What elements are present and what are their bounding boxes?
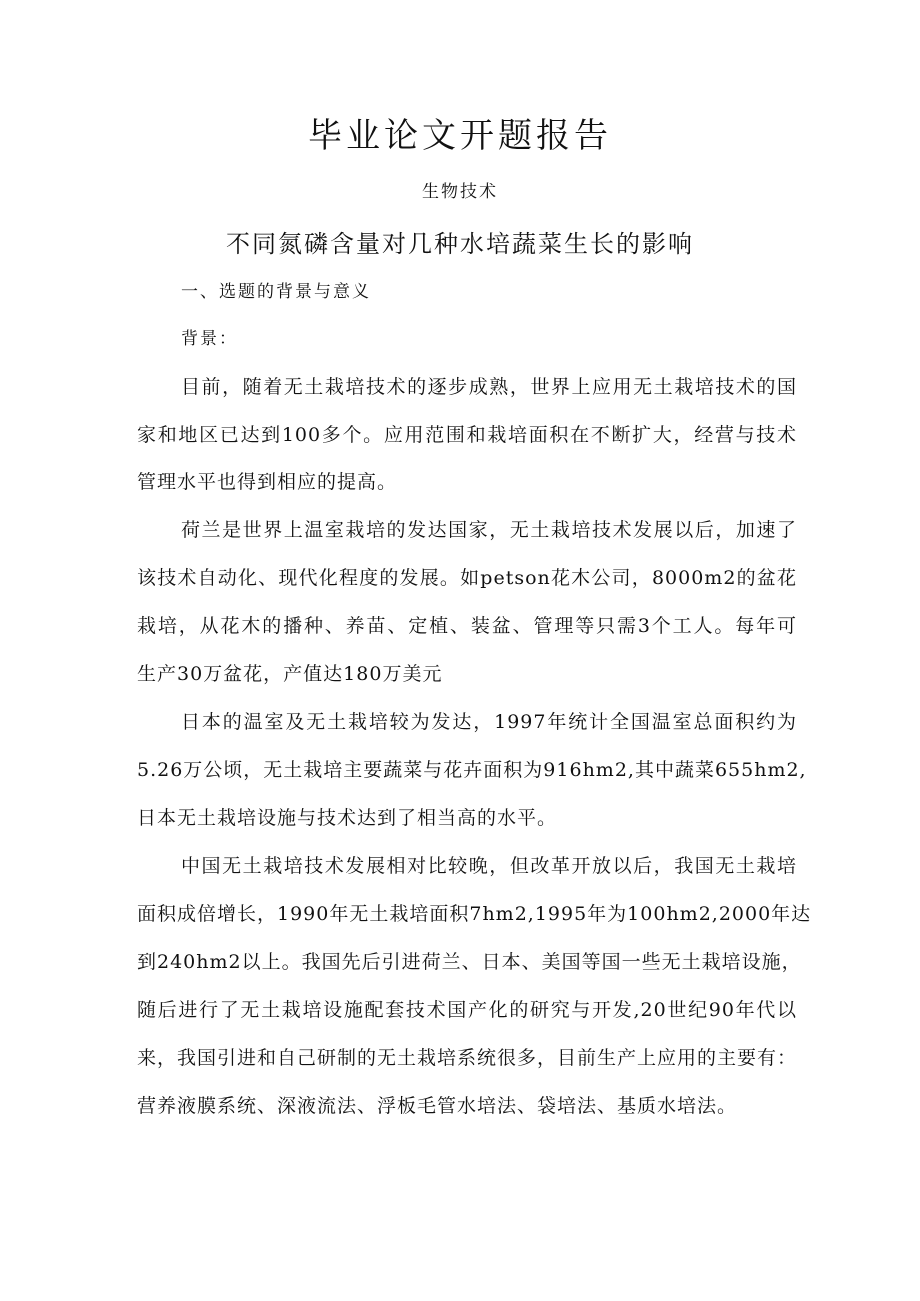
paragraph-line: 荷兰是世界上温室栽培的发达国家，无土栽培技术发展以后，加速了 [181, 519, 797, 541]
paragraph-line: 目前，随着无土栽培技术的逐步成熟，世界上应用无土栽培技术的国 [181, 376, 797, 398]
paragraph-line: 日本无土栽培设施与技术达到了相当高的水平。 [137, 807, 558, 829]
paragraph-line: 随后进行了无土栽培设施配套技术国产化的研究与开发,20世纪90年代以 [137, 999, 797, 1021]
paragraph-line: 来，我国引进和自己研制的无土栽培系统很多，目前生产上应用的主要有： [137, 1047, 798, 1069]
paragraph-line: 营养液膜系统、深液流法、浮板毛管水培法、袋培法、基质水培法。 [137, 1095, 738, 1117]
paragraph-line: 生产30万盆花，产值达180万美元 [137, 663, 443, 685]
report-title: 毕业论文开题报告 [308, 116, 612, 156]
paragraph-line: 中国无土栽培技术发展相对比较晚，但改革开放以后，我国无土栽培 [181, 855, 797, 877]
background-label: 背景： [181, 329, 238, 349]
paragraph-line: 到240hm2以上。我国先后引进荷兰、日本、美国等国一些无土栽培设施， [137, 951, 802, 973]
paragraph-line: 管理水平也得到相应的提高。 [137, 471, 398, 493]
paragraph-line: 该技术自动化、现代化程度的发展。如petson花木公司，8000m2的盆花 [137, 567, 797, 589]
paragraph-line: 面积成倍增长，1990年无土栽培面积7hm2,1995年为100hm2,2000年达 [137, 903, 812, 925]
paragraph-line: 家和地区已达到100多个。应用范围和栽培面积在不断扩大，经营与技术 [137, 424, 797, 446]
paragraph-line: 栽培，从花木的播种、养苗、定植、装盆、管理等只需3个工人。每年可 [137, 615, 797, 637]
thesis-title: 不同氮磷含量对几种水培蔬菜生长的影响 [226, 230, 694, 258]
paragraph-line: 5.26万公顷，无土栽培主要蔬菜与花卉面积为916hm2,其中蔬菜655hm2, [137, 759, 807, 781]
subject-line: 生物技术 [422, 182, 498, 202]
paragraph-line: 日本的温室及无土栽培较为发达，1997年统计全国温室总面积约为 [181, 711, 797, 733]
section-heading: 一、选题的背景与意义 [181, 282, 371, 302]
